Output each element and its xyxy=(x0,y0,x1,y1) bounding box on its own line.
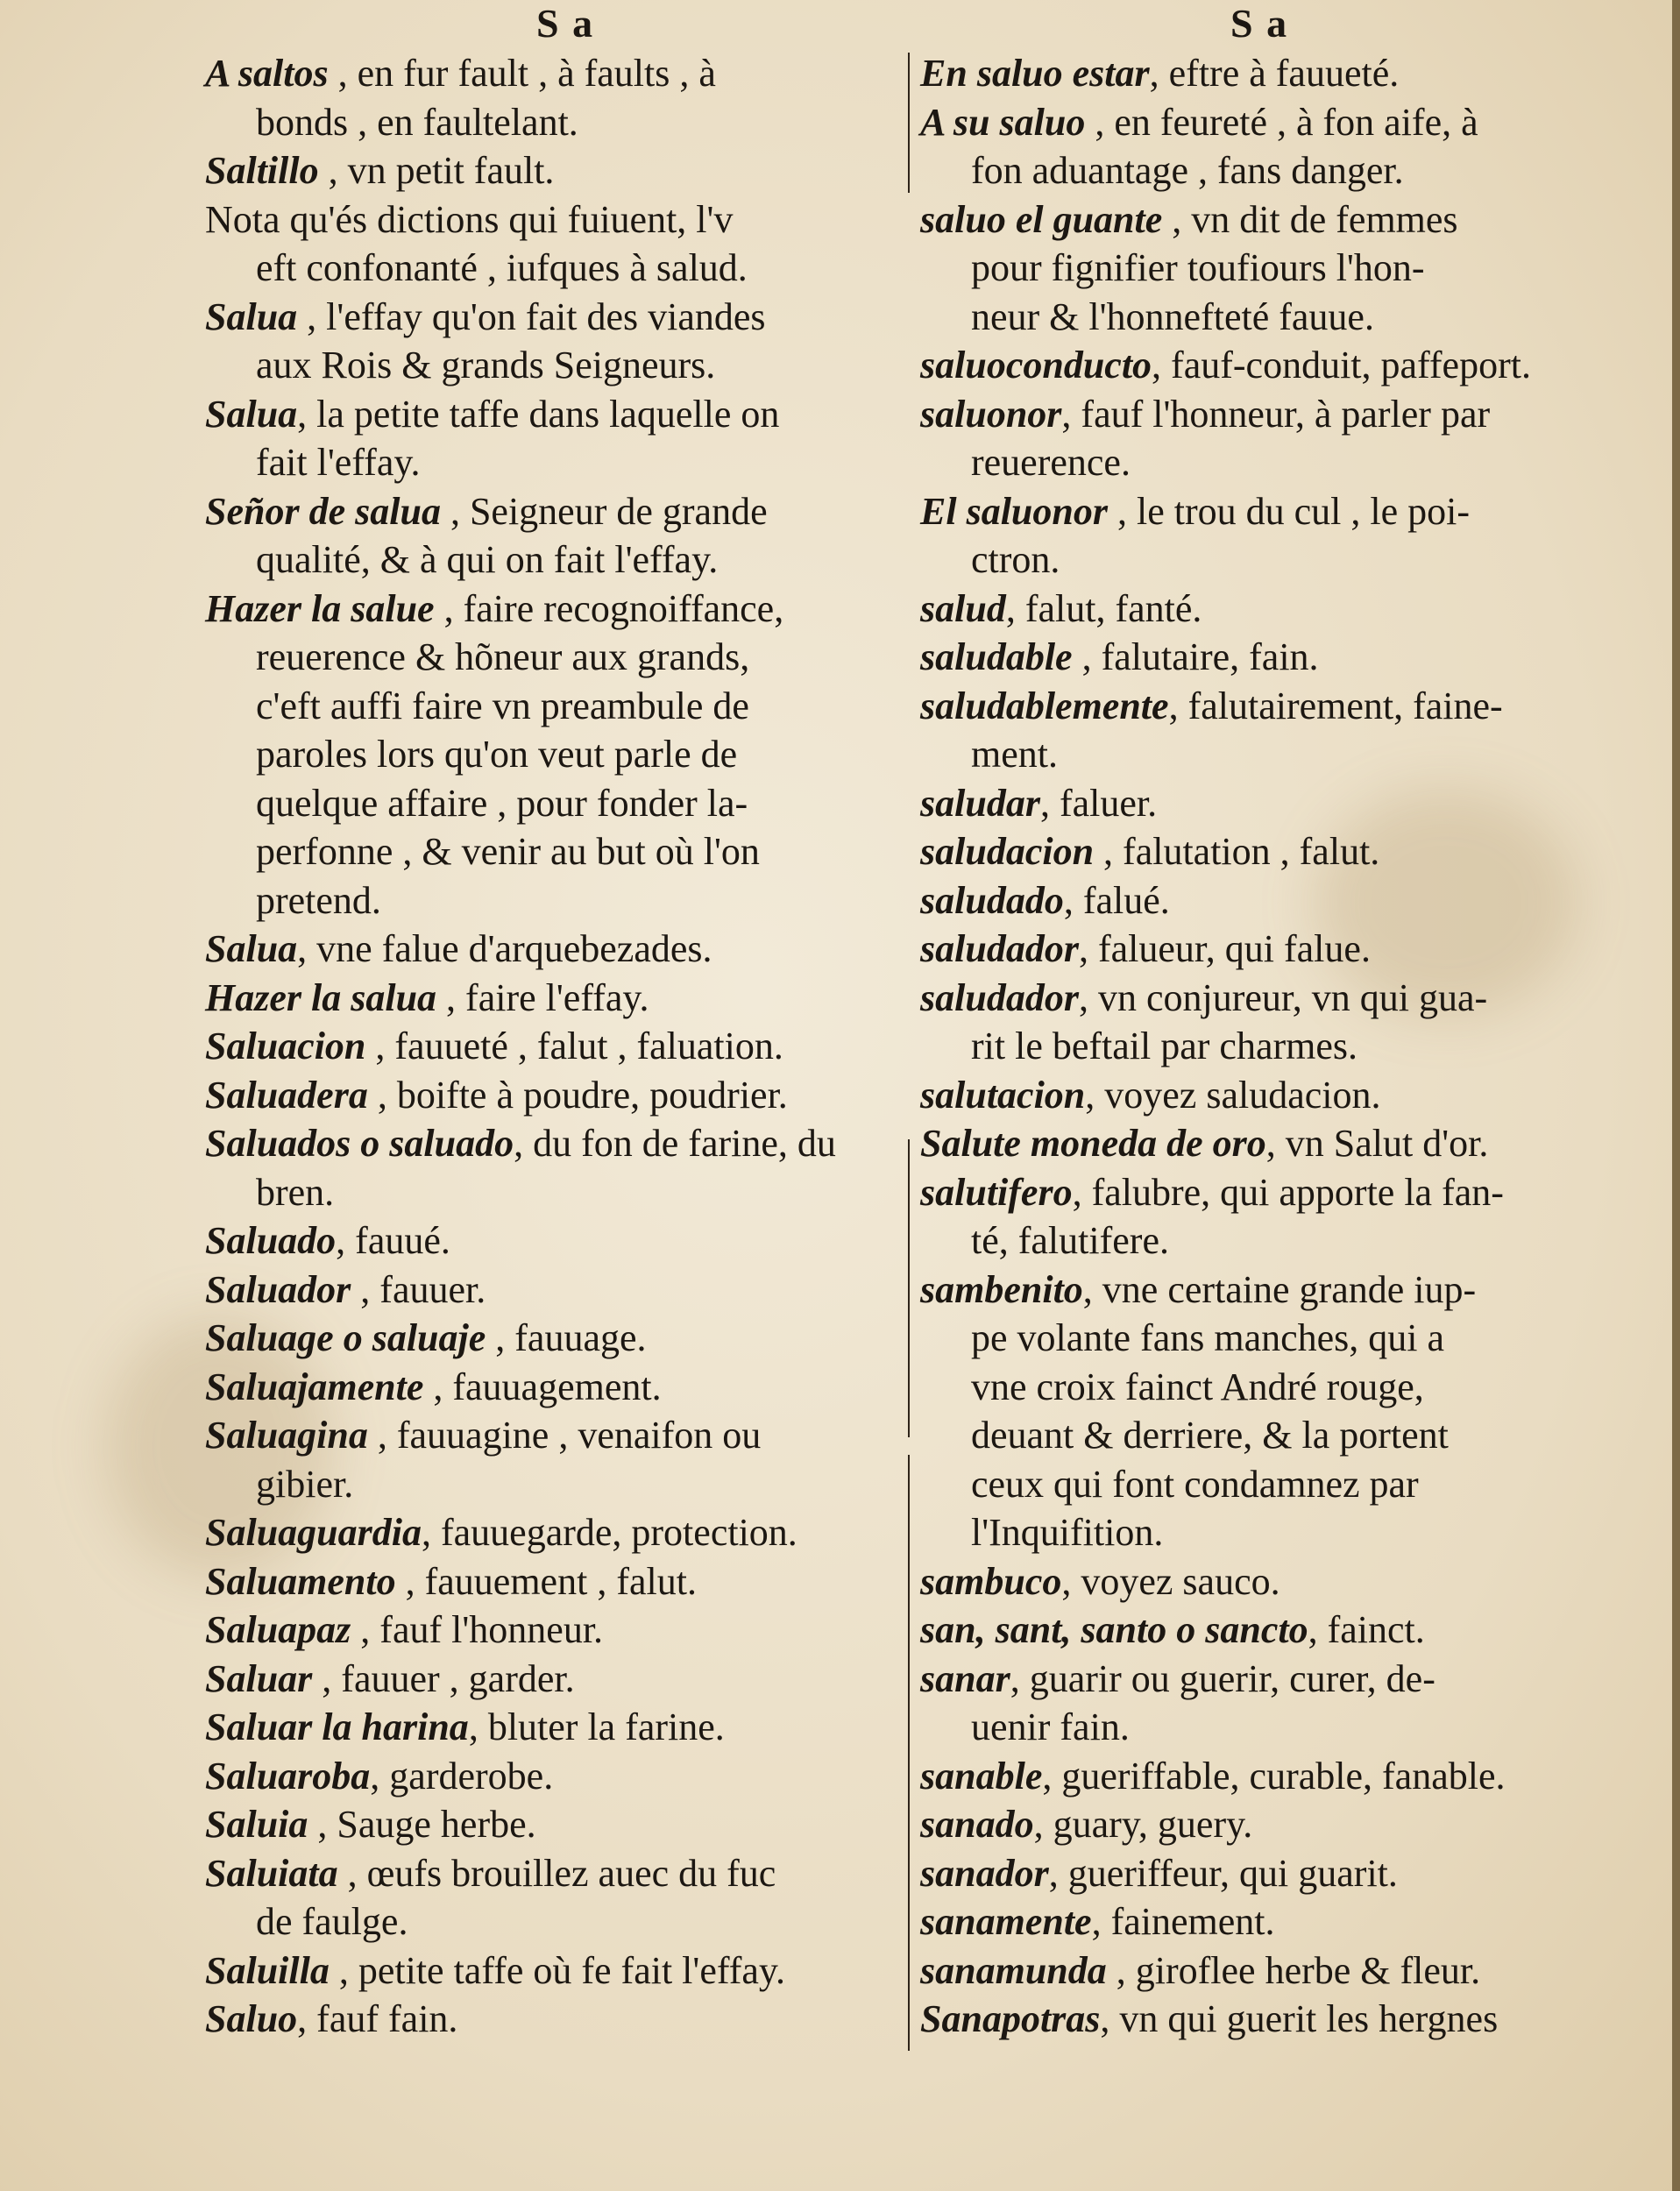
dictionary-entry xyxy=(920,98,1604,195)
entry-definition: , voyez sauco. xyxy=(1061,1559,1280,1603)
entry-headword: sanado xyxy=(920,1803,1034,1846)
entry-definition: , guary, guery. xyxy=(1033,1803,1253,1846)
entry-definition: , vn Salut d'or. xyxy=(1265,1122,1489,1165)
dictionary-entry xyxy=(205,1411,897,1508)
entry-definition: , faire recognoiffance, xyxy=(434,586,784,630)
entry-headword: sambuco xyxy=(920,1559,1062,1603)
entry-headword: sanar xyxy=(920,1656,1010,1700)
dictionary-entry xyxy=(920,1897,1604,1946)
dictionary-entry xyxy=(920,876,1604,925)
entry-headword: Saluia xyxy=(205,1803,308,1846)
entry-definition: , falut, fanté. xyxy=(1005,586,1202,630)
entry-continuation: ceux qui font condamnez par xyxy=(971,1462,1419,1506)
entry-definition: , œufs brouillez auec du fuc xyxy=(337,1851,776,1895)
entry-continuation: quelque affaire , pour fonder la- xyxy=(256,781,748,825)
dictionary-entry xyxy=(920,1071,1604,1120)
entry-headword: san, sant, santo o sancto xyxy=(920,1608,1308,1651)
dictionary-entry xyxy=(920,633,1604,682)
entry-headword: Saltillo xyxy=(205,149,319,192)
dictionary-entry xyxy=(205,487,897,585)
dictionary-entry xyxy=(920,585,1604,634)
entry-definition: , fauf l'honneur, à parler par xyxy=(1061,392,1491,436)
dictionary-entry xyxy=(205,1314,897,1363)
entry-continuation: gibier. xyxy=(256,1462,354,1506)
entry-continuation: reuerence. xyxy=(971,441,1131,484)
entry-definition: , fauuegarde, protection. xyxy=(421,1511,797,1554)
entry-definition: , vne falue d'arquebezades. xyxy=(297,927,712,970)
entry-continuation: vne croix fainct André rouge, xyxy=(971,1365,1424,1408)
entry-continuation: paroles lors qu'on veut parle de xyxy=(256,733,738,776)
entry-definition: , fauuagine , venaifon ou xyxy=(367,1414,762,1457)
entry-continuation: neur & l'honnefteté fauue. xyxy=(971,294,1374,338)
entry-headword: sambenito xyxy=(920,1267,1083,1311)
dictionary-entry xyxy=(205,1752,897,1801)
running-header-right: S a xyxy=(1230,1,1289,46)
dictionary-entry xyxy=(205,146,897,195)
entry-continuation: rit le beftail par charmes. xyxy=(971,1025,1358,1067)
entry-headword: Sanapotras xyxy=(920,1997,1101,2040)
dictionary-entry xyxy=(205,1703,897,1752)
entry-headword: saluoconducto xyxy=(920,344,1152,386)
entry-headword: saludar xyxy=(920,781,1040,825)
dictionary-entry xyxy=(920,1168,1604,1266)
entry-definition: , l'effay qu'on fait des viandes xyxy=(297,294,766,338)
dictionary-entry xyxy=(205,1266,897,1315)
entry-continuation: de faulge. xyxy=(256,1900,408,1943)
entry-continuation: fon aduantage , fans danger. xyxy=(971,149,1404,192)
dictionary-entry xyxy=(920,974,1604,1071)
entry-continuation: pour fignifier toufiours l'hon- xyxy=(971,246,1425,289)
entry-headword: Saluajamente xyxy=(205,1365,424,1408)
entry-definition: , fauuer , garder. xyxy=(312,1656,575,1700)
entry-headword: saludado xyxy=(920,878,1064,922)
entry-definition: , fauuagement. xyxy=(423,1365,662,1408)
entry-definition: , gueriffable, curable, fanable. xyxy=(1042,1754,1506,1797)
entry-continuation: té, falutifere. xyxy=(971,1219,1169,1262)
entry-definition: , giroflee herbe & fleur. xyxy=(1106,1948,1481,1992)
entry-headword: Salute moneda de oro xyxy=(920,1122,1266,1165)
entry-definition: Nota qu'és dictions qui fuiuent, l'v xyxy=(205,197,734,241)
entry-definition: , fauuage. xyxy=(486,1316,647,1359)
right-column xyxy=(920,49,1604,2044)
entry-continuation: c'eft auffi faire vn preambule de xyxy=(256,684,749,727)
running-header-left: S a xyxy=(536,1,595,46)
entry-headword: El saluonor xyxy=(920,489,1108,533)
entry-headword: Saluaguardia xyxy=(205,1511,422,1554)
entry-continuation: ctron. xyxy=(971,538,1060,581)
entry-headword: Saluado xyxy=(205,1219,337,1262)
book-edge xyxy=(1672,0,1680,2191)
left-column xyxy=(205,49,897,2044)
dictionary-entry xyxy=(205,1995,897,2044)
dictionary-entry xyxy=(920,827,1604,876)
entry-definition: , fauueté , falut , faluation. xyxy=(365,1025,783,1067)
entry-headword: Salua xyxy=(205,927,298,970)
entry-definition: , vn dit de femmes xyxy=(1162,197,1458,241)
entry-continuation: reuerence & hõneur aux grands, xyxy=(256,635,750,678)
entry-continuation: fait l'effay. xyxy=(256,441,421,484)
dictionary-entry xyxy=(920,925,1604,974)
dictionary-entry xyxy=(920,49,1604,98)
entry-continuation: bren. xyxy=(256,1170,335,1214)
entry-definition: , faire l'effay. xyxy=(436,975,649,1019)
entry-definition: , garderobe. xyxy=(370,1754,554,1797)
entry-headword: Hazer la salua xyxy=(205,975,437,1019)
entry-continuation: aux Rois & grands Seigneurs. xyxy=(256,344,716,386)
dictionary-entry xyxy=(920,1946,1604,1996)
dictionary-entry xyxy=(205,925,897,974)
entry-headword: Saluilla xyxy=(205,1948,330,1992)
dictionary-entry xyxy=(920,195,1604,342)
entry-continuation: bonds , en faultelant. xyxy=(256,100,578,144)
column-divider xyxy=(908,53,910,193)
entry-definition: , petite taffe où fe fait l'effay. xyxy=(329,1948,786,1992)
entry-definition: , le trou du cul , le poi- xyxy=(1107,489,1470,533)
dictionary-entry xyxy=(205,1655,897,1704)
entry-headword: Saluar xyxy=(205,1656,313,1700)
dictionary-entry xyxy=(920,1800,1604,1849)
dictionary-entry xyxy=(205,293,897,390)
dictionary-entry xyxy=(920,779,1604,828)
entry-definition: , en fur fault , à faults , à xyxy=(328,52,716,95)
entry-definition: , fauuer. xyxy=(351,1267,486,1311)
entry-continuation: perfonne , & venir au but où l'on xyxy=(256,830,760,873)
entry-definition: , falubre, qui apporte la fan- xyxy=(1072,1170,1504,1214)
entry-continuation: pretend. xyxy=(256,878,381,922)
dictionary-entry xyxy=(205,1508,897,1557)
dictionary-entry xyxy=(205,1071,897,1120)
entry-definition: , falueur, qui falue. xyxy=(1078,927,1371,970)
entry-headword: Saluo xyxy=(205,1997,298,2040)
dictionary-entry xyxy=(920,1849,1604,1898)
entry-headword: saludador xyxy=(920,927,1079,970)
dictionary-entry xyxy=(205,1022,897,1071)
entry-headword: Salua xyxy=(205,294,298,338)
entry-definition: , falutairement, faine- xyxy=(1168,684,1503,727)
entry-headword: Saluacion xyxy=(205,1025,366,1067)
dictionary-entry xyxy=(205,1216,897,1266)
dictionary-entry xyxy=(920,1119,1604,1168)
entry-definition: , eftre à fauueté. xyxy=(1149,52,1400,95)
dictionary-entry xyxy=(205,1557,897,1606)
entry-headword: saluonor xyxy=(920,392,1062,436)
entry-continuation: deuant & derriere, & la portent xyxy=(971,1414,1449,1457)
entry-headword: salutifero xyxy=(920,1170,1073,1214)
entry-headword: Hazer la salue xyxy=(205,586,435,630)
entry-definition: , vn qui guerit les hergnes xyxy=(1100,1997,1499,2040)
dictionary-entry xyxy=(205,1849,897,1946)
entry-headword: Saluamento xyxy=(205,1559,396,1603)
entry-continuation: ment. xyxy=(971,733,1058,776)
entry-definition: , faluer. xyxy=(1039,781,1158,825)
entry-definition: , fainement. xyxy=(1091,1900,1275,1943)
entry-headword: sanamunda xyxy=(920,1948,1107,1992)
entry-definition: , fainct. xyxy=(1308,1608,1425,1651)
entry-headword: sanamente xyxy=(920,1900,1092,1943)
dictionary-entry xyxy=(920,1655,1604,1752)
entry-definition: , fauf fain. xyxy=(297,1997,458,2040)
dictionary-entry xyxy=(205,49,897,146)
dictionary-entry xyxy=(205,195,897,293)
entry-definition: , falutaire, fain. xyxy=(1072,635,1319,678)
entry-headword: Saluapaz xyxy=(205,1608,351,1651)
entry-definition: , fauf l'honneur. xyxy=(351,1608,604,1651)
dictionary-entry xyxy=(920,341,1604,390)
entry-headword: saludacion xyxy=(920,830,1095,873)
entry-definition: , falué. xyxy=(1063,878,1170,922)
entry-headword: sanable xyxy=(920,1754,1043,1797)
entry-definition: , boifte à poudre, poudrier. xyxy=(367,1073,788,1117)
entry-definition: , bluter la farine. xyxy=(468,1705,725,1748)
entry-headword: saludable xyxy=(920,635,1073,678)
entry-headword: Saluaroba xyxy=(205,1754,371,1797)
entry-definition: , vn petit fault. xyxy=(318,149,555,192)
dictionary-entry xyxy=(205,585,897,925)
dictionary-entry xyxy=(205,1946,897,1996)
entry-headword: salutacion xyxy=(920,1073,1086,1117)
entry-definition: , en feureté , à fon aife, à xyxy=(1085,100,1478,144)
dictionary-entry xyxy=(205,974,897,1023)
entry-continuation: pe volante fans manches, qui a xyxy=(971,1316,1445,1359)
entry-headword: Saluagina xyxy=(205,1414,368,1457)
entry-definition: , gueriffeur, qui guarit. xyxy=(1048,1851,1398,1895)
entry-headword: Saluar la harina xyxy=(205,1705,469,1748)
column-divider xyxy=(908,1455,910,2051)
dictionary-entry xyxy=(920,1752,1604,1801)
entry-definition: , fauué. xyxy=(336,1219,450,1262)
dictionary-entry xyxy=(920,682,1604,779)
entry-definition: , du fon de farine, du xyxy=(514,1122,836,1165)
entry-headword: A su saluo xyxy=(920,100,1086,144)
entry-headword: sanador xyxy=(920,1851,1049,1895)
dictionary-entry xyxy=(205,1363,897,1412)
column-divider xyxy=(908,1139,910,1437)
dictionary-entry xyxy=(920,1557,1604,1606)
entry-definition: , guarir ou guerir, curer, de- xyxy=(1010,1656,1435,1700)
dictionary-entry xyxy=(920,390,1604,487)
entry-continuation: l'Inquifition. xyxy=(971,1511,1164,1554)
entry-definition: , fauuement , falut. xyxy=(395,1559,697,1603)
entry-headword: En saluo estar xyxy=(920,52,1150,95)
entry-definition: , la petite taffe dans laquelle on xyxy=(297,392,780,436)
dictionary-entry xyxy=(205,1606,897,1655)
entry-definition: , voyez saludacion. xyxy=(1085,1073,1381,1117)
entry-definition: , Sauge herbe. xyxy=(308,1803,536,1846)
entry-headword: A saltos xyxy=(205,52,329,95)
dictionary-entry xyxy=(920,1266,1604,1557)
entry-headword: saludablemente xyxy=(920,684,1169,727)
entry-definition: , vne certaine grande iup- xyxy=(1082,1267,1477,1311)
entry-headword: Saluados o saluado xyxy=(205,1122,514,1165)
entry-continuation: eft confonanté , iufques à salud. xyxy=(256,246,748,289)
dictionary-entry xyxy=(920,1995,1604,2044)
dictionary-entry xyxy=(920,1606,1604,1655)
entry-headword: Señor de salua xyxy=(205,489,441,533)
dictionary-entry xyxy=(205,1119,897,1216)
dictionary-entry xyxy=(205,1800,897,1849)
entry-continuation: uenir fain. xyxy=(971,1705,1130,1748)
entry-definition: , Seigneur de grande xyxy=(440,489,768,533)
entry-headword: Saluage o saluaje xyxy=(205,1316,486,1359)
entry-headword: salud xyxy=(920,586,1006,630)
entry-continuation: qualité, & à qui on fait l'effay. xyxy=(256,538,719,581)
entry-definition: , falutation , falut. xyxy=(1094,830,1380,873)
entry-definition: , fauf-conduit, paffeport. xyxy=(1152,344,1531,386)
entry-definition: , vn conjureur, vn qui gua- xyxy=(1078,975,1488,1019)
entry-headword: saludador xyxy=(920,975,1079,1019)
dictionary-entry xyxy=(920,487,1604,585)
entry-headword: Saluiata xyxy=(205,1851,338,1895)
entry-headword: Salua xyxy=(205,392,298,436)
entry-headword: saluo el guante xyxy=(920,197,1163,241)
entry-headword: Saluador xyxy=(205,1267,351,1311)
dictionary-entry xyxy=(205,390,897,487)
entry-headword: Saluadera xyxy=(205,1073,368,1117)
